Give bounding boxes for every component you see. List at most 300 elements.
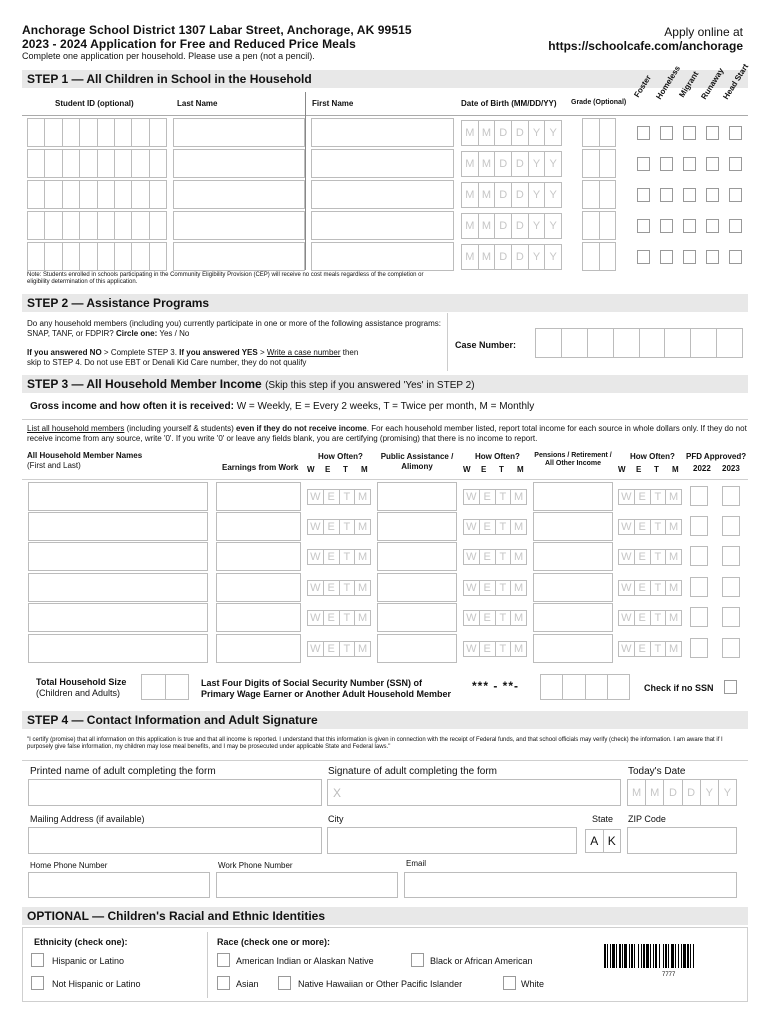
public-assistance-frequency-cell: T	[496, 520, 512, 534]
flag-foster: Foster	[632, 73, 653, 99]
student-id-input-cell	[115, 119, 132, 146]
zip-input[interactable]	[627, 827, 737, 854]
freq-head-m: M	[361, 465, 368, 474]
barcode-number: 7777	[662, 972, 676, 978]
public-assistance-frequency-cell: W	[464, 490, 480, 504]
dob-input-cell: Y	[529, 245, 546, 269]
flag-head-start-checkbox[interactable]	[729, 219, 742, 233]
pensions-frequency[interactable]	[618, 549, 682, 565]
public-assistance-input[interactable]	[377, 512, 457, 541]
member-name-input[interactable]	[28, 542, 208, 571]
pensions-frequency-cell: M	[669, 612, 679, 624]
first-name-input[interactable]	[311, 149, 454, 178]
freq-head-m: M	[517, 465, 524, 474]
col-student-id: Student ID (optional)	[55, 99, 134, 108]
student-id-input-cell	[132, 181, 149, 208]
grade-input-cell	[583, 150, 600, 177]
date-cell: D	[664, 780, 682, 805]
printed-name-label: Printed name of adult completing the form	[30, 766, 216, 777]
pfd-2022-input[interactable]	[690, 638, 708, 658]
pensions-frequency-cell: E	[635, 490, 651, 504]
student-id-input-cell	[28, 243, 45, 270]
earnings-frequency[interactable]	[307, 549, 371, 565]
flag-runaway-checkbox[interactable]	[706, 250, 719, 264]
pfd-2023-input[interactable]	[722, 607, 740, 627]
public-assistance-frequency[interactable]	[463, 580, 527, 596]
member-name-input[interactable]	[28, 573, 208, 602]
mailing-address-label: Mailing Address (if available)	[30, 814, 145, 824]
flag-migrant-checkbox[interactable]	[683, 157, 696, 171]
dob-input[interactable]	[461, 120, 562, 146]
yes-no-choice[interactable]: Yes / No	[159, 329, 190, 338]
not-hispanic-label: Not Hispanic or Latino	[52, 979, 141, 989]
pensions-input[interactable]	[533, 603, 613, 632]
signature-input[interactable]	[327, 779, 621, 806]
printed-name-input[interactable]	[28, 779, 322, 806]
form-title-line1: Anchorage School District 1307 Labar Street, Anchorage, AK 99515	[22, 23, 412, 37]
public-assistance-frequency-cell: E	[480, 550, 496, 564]
student-id-input-cell	[28, 212, 45, 239]
grade-input[interactable]	[582, 149, 616, 178]
student-id-input-cell	[115, 212, 132, 239]
grade-input-cell	[583, 119, 600, 146]
write-case-number-text: Write a case number	[266, 348, 341, 357]
instructions-a: (including yourself & students)	[126, 424, 234, 433]
dob-input[interactable]	[461, 182, 562, 208]
member-name-input[interactable]	[28, 634, 208, 663]
pfd-2022-input[interactable]	[690, 546, 708, 566]
earnings-frequency-cell: E	[324, 642, 340, 656]
pensions-input[interactable]	[533, 542, 613, 571]
hispanic-label: Hispanic or Latino	[52, 956, 125, 966]
last-name-input[interactable]	[173, 118, 305, 147]
student-id-input-cell	[45, 181, 62, 208]
flag-head-start-checkbox[interactable]	[729, 188, 742, 202]
grade-input-cell	[600, 150, 616, 177]
pensions-frequency-cell: E	[635, 581, 651, 595]
race-white-checkbox[interactable]	[503, 976, 516, 990]
if-yes-then: then	[342, 348, 359, 357]
student-id-input-cell	[98, 181, 115, 208]
hispanic-checkbox[interactable]	[31, 953, 44, 967]
dob-input-cell: D	[512, 214, 529, 238]
col-how-often-1: How Often?	[318, 452, 363, 461]
earnings-frequency[interactable]	[307, 489, 371, 505]
dob-input-cell: D	[512, 183, 529, 207]
public-assistance-frequency[interactable]	[463, 610, 527, 626]
home-phone-input[interactable]	[28, 872, 210, 898]
col-member-names-sub: (First and Last)	[27, 461, 81, 470]
home-phone-label: Home Phone Number	[30, 861, 108, 870]
work-phone-input[interactable]	[216, 872, 398, 898]
email-input[interactable]	[404, 872, 737, 898]
dob-input-cell: D	[495, 245, 512, 269]
student-id-input-cell	[63, 181, 80, 208]
flag-foster-checkbox[interactable]	[637, 219, 650, 233]
pensions-frequency-cell: M	[669, 551, 679, 563]
public-assistance-frequency-cell: M	[514, 612, 524, 624]
public-assistance-frequency[interactable]	[463, 519, 527, 535]
student-id-input-cell	[132, 150, 149, 177]
col-how-often-3: How Often?	[630, 452, 675, 461]
dob-input-cell: Y	[529, 183, 546, 207]
ssn-label-1: Last Four Digits of Social Security Number (SSN) of	[201, 678, 423, 688]
grade-input[interactable]	[582, 180, 616, 209]
step2-question	[27, 319, 447, 339]
pensions-frequency-cell: W	[619, 642, 635, 656]
signature-label: Signature of adult completing the form	[328, 766, 497, 777]
certify-statement: "I certify (promise) that all information on this application is true and that all income is reported. I understand that this information is given in connection with the receipt of Federal funds, and that school officials may verify (check) the information. I am aware that if I purposely give false information, my children may lose meal benefits, and I may be prosecuted under applicable State and Federal laws."	[27, 737, 723, 750]
earnings-frequency-cell: M	[358, 612, 368, 624]
step1-note: Note: Students enrolled in schools participating in the Community Eligibility Provision (CEP) will receive no cost meals regardless of the completion or eligibility determination of this application.	[27, 272, 424, 285]
flag-homeless-checkbox[interactable]	[660, 126, 673, 140]
col-last-name: Last Name	[177, 99, 218, 108]
col-how-often-2: How Often?	[475, 452, 520, 461]
public-assistance-frequency-cell: T	[496, 642, 512, 656]
work-phone-label: Work Phone Number	[218, 861, 293, 870]
barcode-image	[604, 944, 742, 968]
race-black-checkbox[interactable]	[411, 953, 424, 967]
flag-runaway: Runaway	[699, 66, 726, 101]
public-assistance-frequency-cell: E	[480, 611, 496, 625]
dob-input-cell: Y	[549, 251, 557, 263]
step2-header	[22, 294, 748, 312]
dob-input-cell: M	[462, 121, 479, 145]
col-pfd: PFD Approved?	[686, 452, 747, 461]
city-input[interactable]	[327, 827, 577, 854]
pensions-frequency[interactable]	[618, 580, 682, 596]
skip-text: skip to STEP 4. Do not use EBT or Denali Kid Care number, they do not qualify	[27, 358, 307, 367]
step2-question-text: Do any household members (including you) currently participate in one or more of the following assistance programs: SNAP, TANF, or FDPIR?	[27, 319, 441, 338]
step3-title-note: (Skip this step if you answered 'Yes' in STEP 2)	[265, 380, 475, 391]
student-id-input-cell	[80, 119, 97, 146]
step3-header	[22, 375, 748, 393]
state-input[interactable]	[585, 829, 621, 853]
student-id-input-cell	[28, 181, 45, 208]
race-asian-checkbox[interactable]	[217, 976, 230, 990]
earnings-frequency-cell: W	[308, 611, 324, 625]
student-id-input-cell	[98, 119, 115, 146]
dob-input-cell: M	[462, 245, 479, 269]
step3-title: STEP 3 — All Household Member Income	[27, 377, 262, 391]
first-name-input[interactable]	[311, 180, 454, 209]
grade-input-cell	[600, 212, 616, 239]
freq-head-t: T	[499, 465, 504, 474]
form-title-line2: 2023 - 2024 Application for Free and Reduced Price Meals	[22, 37, 356, 51]
step2-instructions	[27, 348, 447, 368]
state-label: State	[592, 814, 614, 824]
last-name-input[interactable]	[173, 242, 305, 271]
first-name-input[interactable]	[311, 211, 454, 240]
public-assistance-frequency-cell: W	[464, 642, 480, 656]
date-cell: M	[646, 780, 664, 805]
dob-input-cell: Y	[549, 220, 557, 232]
date-cell: Y	[723, 786, 732, 799]
earnings-input[interactable]	[216, 573, 301, 602]
last-name-input[interactable]	[173, 149, 305, 178]
public-assistance-frequency[interactable]	[463, 641, 527, 657]
student-id-input-cell	[45, 150, 62, 177]
freq-head-w: W	[618, 465, 626, 474]
dob-input-cell: M	[462, 183, 479, 207]
apply-online-label: Apply online at	[664, 25, 743, 39]
pensions-frequency-cell: E	[635, 642, 651, 656]
freq-head-t: T	[654, 465, 659, 474]
todays-date-input[interactable]	[627, 779, 737, 806]
earnings-frequency-cell: T	[340, 550, 356, 564]
public-assistance-frequency-cell: M	[514, 582, 524, 594]
flag-foster-checkbox[interactable]	[637, 126, 650, 140]
public-assistance-frequency-cell: M	[514, 643, 524, 655]
flag-foster-checkbox[interactable]	[637, 250, 650, 264]
public-assistance-frequency-cell: W	[464, 581, 480, 595]
no-ssn-label: Check if no SSN	[644, 683, 714, 693]
flag-head-start-checkbox[interactable]	[729, 250, 742, 264]
student-id-input-cell	[150, 243, 166, 270]
ssn-last-four-input[interactable]	[540, 674, 630, 700]
pensions-input[interactable]	[533, 634, 613, 663]
flag-migrant: Migrant	[677, 69, 701, 99]
col-member-names: All Household Member Names	[27, 451, 143, 460]
public-assistance-input[interactable]	[377, 573, 457, 602]
dob-input-cell: D	[495, 121, 512, 145]
grade-input-cell	[600, 243, 616, 270]
student-id-input-cell	[132, 119, 149, 146]
ssn-label-2: Primary Wage Earner or Another Adult Household Member	[201, 689, 452, 699]
pensions-frequency-cell: M	[669, 521, 679, 533]
date-cell: Y	[701, 780, 719, 805]
grade-input[interactable]	[582, 118, 616, 147]
dob-input-cell: Y	[549, 189, 557, 201]
flag-migrant-checkbox[interactable]	[683, 126, 696, 140]
pensions-frequency[interactable]	[618, 519, 682, 535]
flag-migrant-checkbox[interactable]	[683, 188, 696, 202]
flag-homeless-checkbox[interactable]	[660, 219, 673, 233]
student-id-input-cell	[98, 212, 115, 239]
public-assistance-input[interactable]	[377, 482, 457, 511]
earnings-frequency-cell: W	[308, 581, 324, 595]
earnings-frequency-cell: T	[340, 642, 356, 656]
public-assistance-frequency[interactable]	[463, 489, 527, 505]
grade-input[interactable]	[582, 211, 616, 240]
earnings-frequency-cell: M	[358, 521, 368, 533]
pensions-input[interactable]	[533, 512, 613, 541]
race-american-indian-label: American Indian or Alaskan Native	[236, 956, 374, 966]
pensions-frequency-cell: T	[651, 520, 667, 534]
race-pacific-islander-checkbox[interactable]	[278, 976, 291, 990]
race-label: Race (check one or more):	[217, 937, 331, 947]
student-id-input-cell	[150, 181, 166, 208]
first-name-input[interactable]	[311, 242, 454, 271]
pfd-2022-input[interactable]	[690, 577, 708, 597]
public-assistance-frequency-cell: E	[480, 490, 496, 504]
pfd-2023-input[interactable]	[722, 577, 740, 597]
pensions-frequency-cell: T	[651, 550, 667, 564]
last-name-input[interactable]	[173, 211, 305, 240]
student-id-input-cell	[80, 212, 97, 239]
student-id-input-cell	[115, 243, 132, 270]
student-id-input-cell	[115, 181, 132, 208]
student-id-input-cell	[45, 119, 62, 146]
gross-income-line	[30, 401, 534, 412]
pensions-frequency-cell: E	[635, 611, 651, 625]
step1-title: STEP 1 — All Children in School in the Household	[27, 72, 312, 86]
pfd-2023-input[interactable]	[722, 546, 740, 566]
col-dob: Date of Birth (MM/DD/YY)	[461, 99, 557, 108]
pfd-2023-input[interactable]	[722, 638, 740, 658]
student-id-input[interactable]	[27, 149, 167, 178]
flag-foster-checkbox[interactable]	[637, 157, 650, 171]
flag-head-start-checkbox[interactable]	[729, 126, 742, 140]
last-name-input[interactable]	[173, 180, 305, 209]
flag-runaway-checkbox[interactable]	[706, 157, 719, 171]
earnings-frequency[interactable]	[307, 641, 371, 657]
dob-input-cell: D	[495, 214, 512, 238]
student-id-input-cell	[150, 212, 166, 239]
earnings-input[interactable]	[216, 603, 301, 632]
public-assistance-frequency-cell: W	[464, 611, 480, 625]
case-number-label: Case Number:	[455, 340, 517, 350]
student-id-input[interactable]	[27, 242, 167, 271]
member-name-input[interactable]	[28, 482, 208, 511]
case-number-input[interactable]	[535, 328, 743, 358]
student-id-input-cell	[63, 243, 80, 270]
total-household-size-label: Total Household Size	[36, 677, 127, 687]
earnings-frequency[interactable]	[307, 580, 371, 596]
grade-input-cell	[600, 181, 616, 208]
race-black-label: Black or African American	[430, 956, 533, 966]
pensions-frequency-cell: W	[619, 611, 635, 625]
pensions-input[interactable]	[533, 573, 613, 602]
date-cell: M	[628, 780, 646, 805]
earnings-frequency[interactable]	[307, 519, 371, 535]
public-assistance-frequency[interactable]	[463, 549, 527, 565]
student-id-input-cell	[63, 119, 80, 146]
flag-foster-checkbox[interactable]	[637, 188, 650, 202]
earnings-input[interactable]	[216, 542, 301, 571]
household-size-input[interactable]	[141, 674, 189, 700]
pensions-frequency[interactable]	[618, 489, 682, 505]
dob-input-cell: M	[462, 214, 479, 238]
state-letter-1: A	[586, 830, 604, 852]
apply-online-url[interactable]: https://schoolcafe.com/anchorage	[548, 39, 743, 53]
ssn-mask: *** - **-	[472, 679, 520, 693]
dob-input[interactable]	[461, 151, 562, 177]
public-assistance-input[interactable]	[377, 634, 457, 663]
flag-homeless-checkbox[interactable]	[660, 250, 673, 264]
pfd-2022-input[interactable]	[690, 516, 708, 536]
earnings-frequency-cell: W	[308, 520, 324, 534]
race-american-indian-checkbox[interactable]	[217, 953, 230, 967]
dob-input[interactable]	[461, 244, 562, 270]
pfd-2023-input[interactable]	[722, 516, 740, 536]
col-first-name: First Name	[312, 99, 354, 108]
earnings-frequency-cell: W	[308, 550, 324, 564]
student-id-input-cell	[150, 150, 166, 177]
step4-title: STEP 4 — Contact Information and Adult Signature	[27, 713, 318, 727]
public-assistance-input[interactable]	[377, 603, 457, 632]
student-id-input-cell	[63, 212, 80, 239]
step4-header	[22, 711, 748, 729]
student-id-input[interactable]	[27, 211, 167, 240]
col-earnings: Earnings from Work	[222, 463, 299, 472]
mailing-address-input[interactable]	[28, 827, 322, 854]
flag-homeless-checkbox[interactable]	[660, 157, 673, 171]
flag-head-start: Head Start	[721, 62, 751, 101]
member-name-input[interactable]	[28, 603, 208, 632]
earnings-frequency-cell: M	[358, 643, 368, 655]
total-household-size-sub: (Children and Adults)	[36, 688, 121, 698]
earnings-frequency-cell: M	[358, 582, 368, 594]
public-assistance-input[interactable]	[377, 542, 457, 571]
earnings-frequency-cell: E	[324, 520, 340, 534]
student-id-input[interactable]	[27, 180, 167, 209]
public-assistance-frequency-cell: E	[480, 520, 496, 534]
step3-instructions	[27, 424, 747, 444]
flag-runaway-checkbox[interactable]	[706, 188, 719, 202]
dob-input-cell: Y	[549, 158, 557, 170]
no-ssn-checkbox[interactable]	[724, 680, 737, 694]
dob-input-cell: Y	[529, 121, 546, 145]
not-hispanic-checkbox[interactable]	[31, 976, 44, 990]
public-assistance-frequency-cell: T	[496, 490, 512, 504]
earnings-input[interactable]	[216, 482, 301, 511]
flag-migrant-checkbox[interactable]	[683, 219, 696, 233]
flag-runaway-checkbox[interactable]	[706, 219, 719, 233]
student-id-input-cell	[80, 181, 97, 208]
first-name-input[interactable]	[311, 118, 454, 147]
grade-input-cell	[600, 119, 616, 146]
earnings-frequency-cell: E	[324, 550, 340, 564]
flag-head-start-checkbox[interactable]	[729, 157, 742, 171]
pensions-frequency-cell: M	[669, 643, 679, 655]
public-assistance-frequency-cell: T	[496, 611, 512, 625]
dob-input[interactable]	[461, 213, 562, 239]
pensions-input[interactable]	[533, 482, 613, 511]
earnings-frequency-cell: M	[358, 491, 368, 503]
pfd-2023-input[interactable]	[722, 486, 740, 506]
grade-input[interactable]	[582, 242, 616, 271]
pfd-2022-input[interactable]	[690, 486, 708, 506]
student-id-input[interactable]	[27, 118, 167, 147]
earnings-frequency[interactable]	[307, 610, 371, 626]
earnings-input[interactable]	[216, 512, 301, 541]
list-all-text: List all household members	[27, 424, 125, 433]
student-id-input-cell	[28, 150, 45, 177]
earnings-frequency-cell: E	[324, 490, 340, 504]
pfd-2022-input[interactable]	[690, 607, 708, 627]
todays-date-label: Today's Date	[628, 766, 686, 777]
pensions-frequency[interactable]	[618, 610, 682, 626]
pensions-frequency-cell: E	[635, 550, 651, 564]
member-name-input[interactable]	[28, 512, 208, 541]
earnings-frequency-cell: E	[324, 611, 340, 625]
pensions-frequency[interactable]	[618, 641, 682, 657]
earnings-input[interactable]	[216, 634, 301, 663]
pensions-frequency-cell: M	[669, 491, 679, 503]
step2-title: STEP 2 — Assistance Programs	[27, 296, 210, 310]
zip-label: ZIP Code	[628, 814, 666, 824]
earnings-frequency-cell: E	[324, 581, 340, 595]
public-assistance-frequency-cell: W	[464, 520, 480, 534]
flag-runaway-checkbox[interactable]	[706, 126, 719, 140]
flag-homeless-checkbox[interactable]	[660, 188, 673, 202]
ethnicity-label: Ethnicity (check one):	[34, 937, 128, 947]
earnings-frequency-cell: T	[340, 581, 356, 595]
student-id-input-cell	[132, 212, 149, 239]
student-id-input-cell	[115, 150, 132, 177]
flag-migrant-checkbox[interactable]	[683, 250, 696, 264]
